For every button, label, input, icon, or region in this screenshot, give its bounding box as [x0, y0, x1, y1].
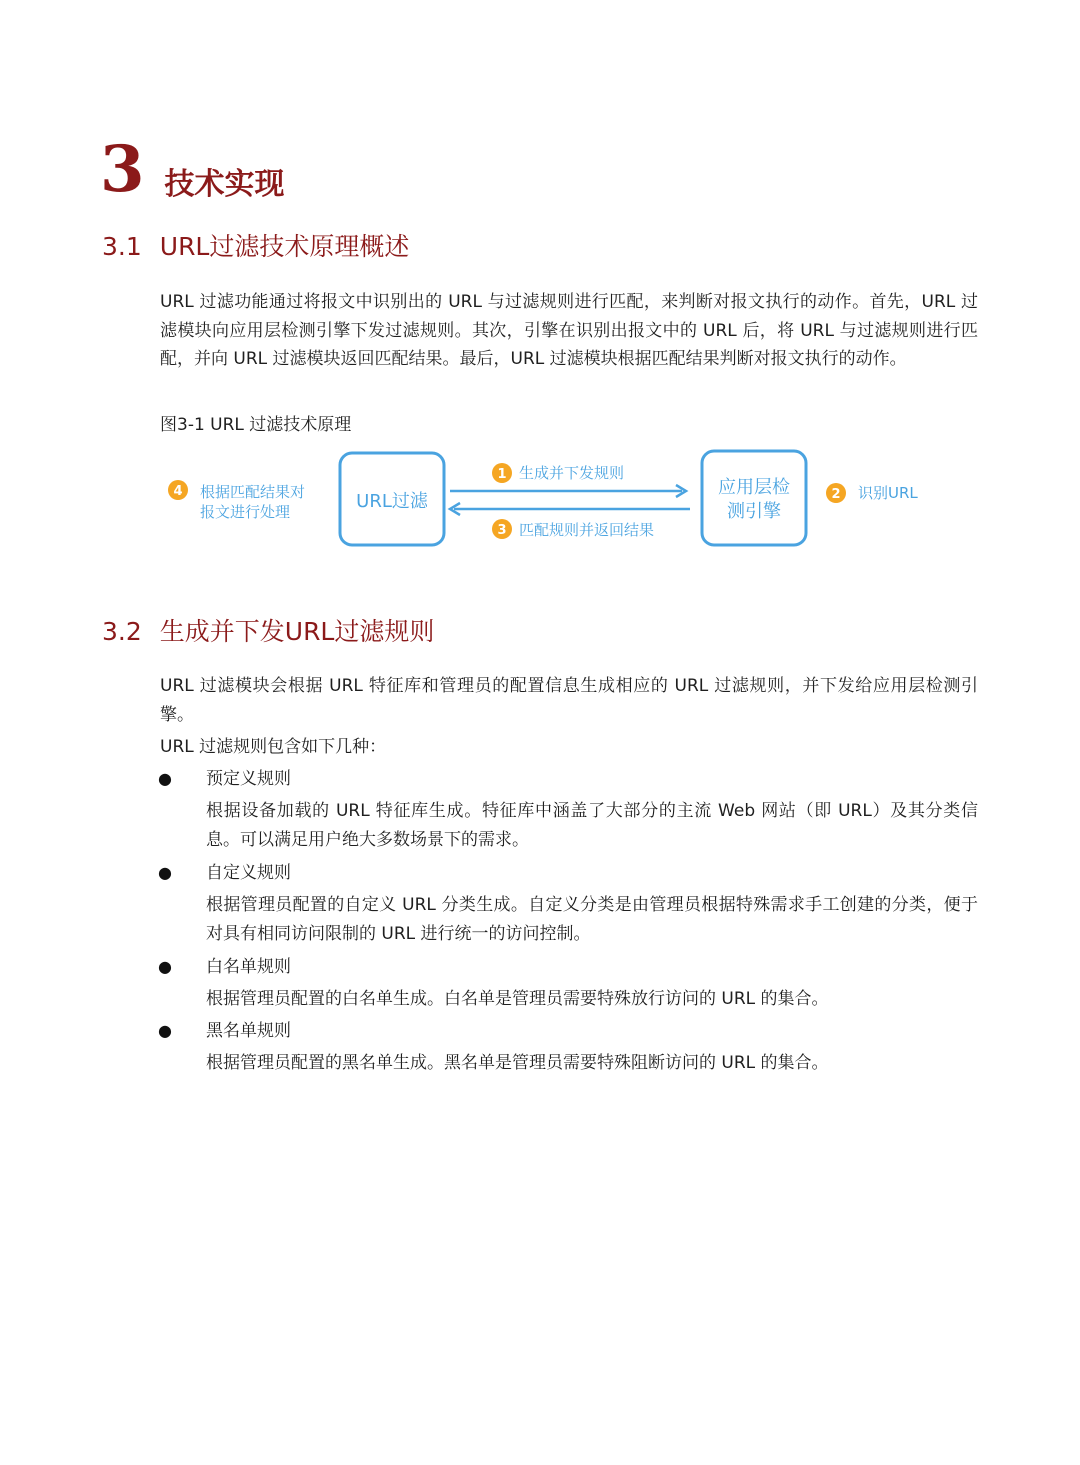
step-4	[168, 480, 305, 521]
url-filter-box	[340, 453, 444, 545]
list-item-body: 根据管理员配置的黑名单生成。黑名单是管理员需要特殊阻断访问的 URL 的集合。	[206, 1053, 829, 1073]
section-title: 生成并下发URL过滤规则	[159, 617, 435, 646]
list-item-body: 根据设备加载的 URL 特征库生成。特征库中涵盖了大部分的主流 Web 网站（即 URL）及其分类信息。可以满足用户绝大多数场景下的需求。	[206, 801, 978, 850]
chapter-title: 技术实现	[164, 167, 285, 202]
step-4-line2: 报文进行处理	[200, 503, 291, 521]
list-item-body: 根据管理员配置的自定义 URL 分类生成。自定义分类是由管理员根据特殊需求手工创建的分类，便于对具有相同访问限制的 URL 进行统一的访问控制。	[206, 895, 978, 944]
section-3-2-paragraph: URL 过滤模块会根据 URL 特征库和管理员的配置信息生成相应的 URL 过滤规则，并下发给应用层检测引擎。	[160, 676, 978, 725]
section-number: 3.1	[102, 232, 142, 261]
section-heading-3-2	[102, 617, 434, 647]
list-item-body: 根据管理员配置的白名单生成。白名单是管理员需要特殊放行访问的 URL 的集合。	[206, 989, 829, 1009]
step-2-number: 2	[831, 487, 841, 502]
list-item-title: 黑名单规则	[206, 1021, 291, 1041]
chapter-number: 3	[100, 132, 145, 207]
step-4-number: 4	[173, 484, 183, 499]
section-title: URL过滤技术原理概述	[159, 232, 410, 261]
detection-engine-line2: 测引擎	[727, 501, 781, 522]
step-4-line1: 根据匹配结果对	[200, 483, 306, 501]
step-1-number: 1	[497, 467, 507, 482]
bullet-icon: ●	[158, 1021, 172, 1040]
step-3-label: 匹配规则并返回结果	[519, 521, 655, 539]
bullet-icon: ●	[158, 957, 172, 976]
list-item-title: 预定义规则	[206, 769, 291, 789]
step-3-number: 3	[497, 523, 507, 538]
step-2-label: 识别URL	[858, 484, 918, 502]
url-filter-box-label: URL过滤	[356, 491, 428, 512]
step-1	[450, 463, 686, 497]
figure-caption: 图3-1 URL 过滤技术原理	[160, 415, 352, 435]
section-3-1-paragraph: URL 过滤功能通过将报文中识别出的 URL 与过滤规则进行匹配，来判断对报文执行的动作。首先，URL 过滤模块向应用层检测引擎下发过滤规则。其次，引擎在识别出报文中的 URL 后，将 URL 与过滤规则进行匹配，并向 URL 过滤模块返回匹配结果。最后，URL 过滤模块根据匹配结果判断对报文执行的动作。	[160, 292, 978, 369]
list-item-title: 自定义规则	[206, 863, 291, 883]
detection-engine-line1: 应用层检	[718, 477, 790, 498]
section-heading-3-1	[102, 232, 409, 262]
rule-types-intro: URL 过滤规则包含如下几种：	[160, 737, 387, 757]
chapter-heading	[100, 132, 285, 207]
detection-engine-box	[702, 451, 806, 545]
step-1-label: 生成并下发规则	[519, 464, 625, 482]
bullet-icon: ●	[158, 863, 172, 882]
detection-engine-box-frame	[702, 451, 806, 545]
step-3	[450, 503, 690, 539]
section-number: 3.2	[102, 617, 142, 646]
list-item-title: 白名单规则	[206, 957, 291, 977]
url-filter-diagram	[160, 445, 940, 555]
step-2	[826, 483, 918, 503]
bullet-icon: ●	[158, 769, 172, 788]
